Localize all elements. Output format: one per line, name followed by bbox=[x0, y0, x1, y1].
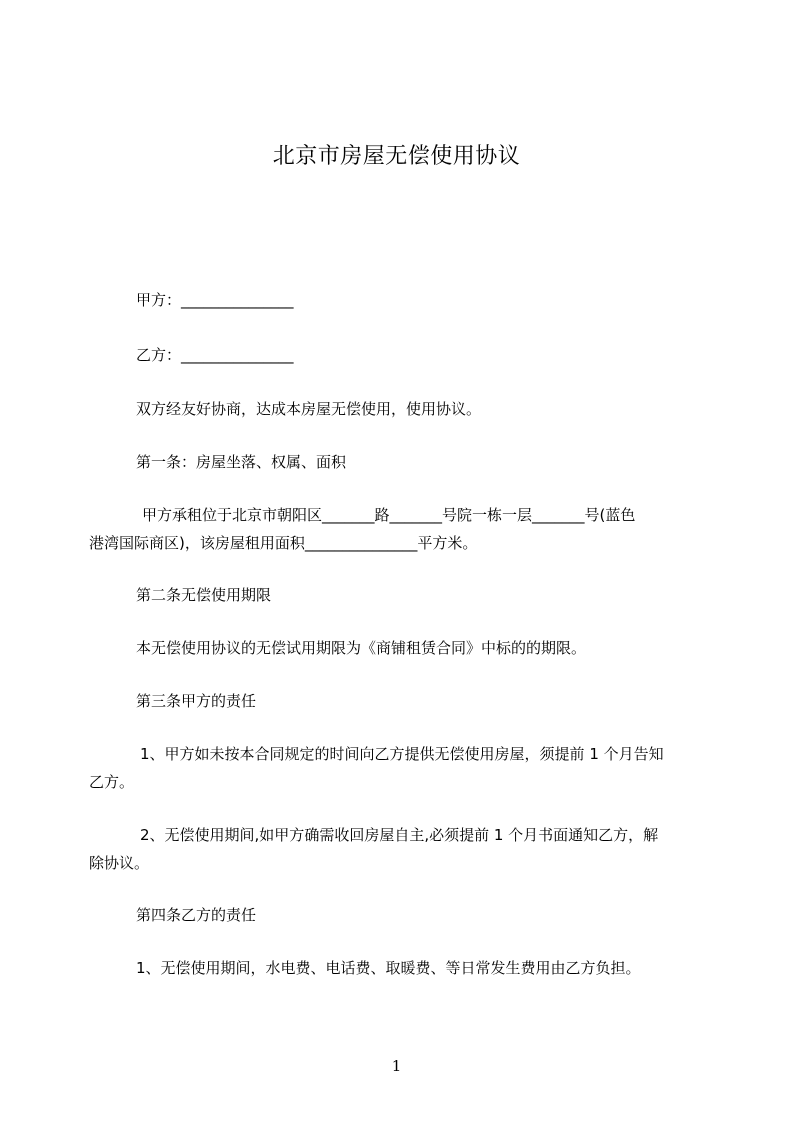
article-3-heading: 第三条甲方的责任 bbox=[136, 692, 257, 710]
article-3-item-2-line-1: 2、无偿使用期间,如甲方确需收回房屋自主,必须提前 1 个月书面通知乙方，解 bbox=[140, 826, 659, 844]
article-2-body: 本无偿使用协议的无偿试用期限为《商铺租赁合同》中标的的期限。 bbox=[136, 639, 587, 657]
article-4-item-1: 1、无偿使用期间，水电费、电话费、取暖费、等日常发生费用由乙方负担。 bbox=[136, 959, 641, 977]
document-title: 北京市房屋无偿使用协议 bbox=[272, 144, 521, 169]
article-4-heading: 第四条乙方的责任 bbox=[136, 906, 257, 924]
article-3-item-1-line-1: 1、甲方如未按本合同规定的时间向乙方提供无偿使用房屋，须提前 1 个月告知 bbox=[140, 745, 664, 763]
article-3-item-2-line-2: 除协议。 bbox=[89, 854, 150, 872]
intro-paragraph: 双方经友好协商，达成本房屋无偿使用，使用协议。 bbox=[136, 400, 482, 418]
page-number: 1 bbox=[391, 1057, 402, 1075]
party-b-line: 乙方：_______________ bbox=[136, 346, 294, 364]
article-3-item-1-line-2: 乙方。 bbox=[89, 773, 135, 791]
article-1-body-line-2: 港湾国际商区)，该房屋租用面积_______________平方米。 bbox=[89, 534, 478, 552]
article-1-body-line-1: 甲方承租位于北京市朝阳区_______路_______号院一栋一层_______号(蓝色 bbox=[142, 506, 636, 524]
article-1-heading: 第一条：房屋坐落、权属、面积 bbox=[136, 453, 347, 471]
party-a-line: 甲方：_______________ bbox=[136, 291, 294, 309]
article-2-heading: 第二条无偿使用期限 bbox=[136, 586, 272, 604]
